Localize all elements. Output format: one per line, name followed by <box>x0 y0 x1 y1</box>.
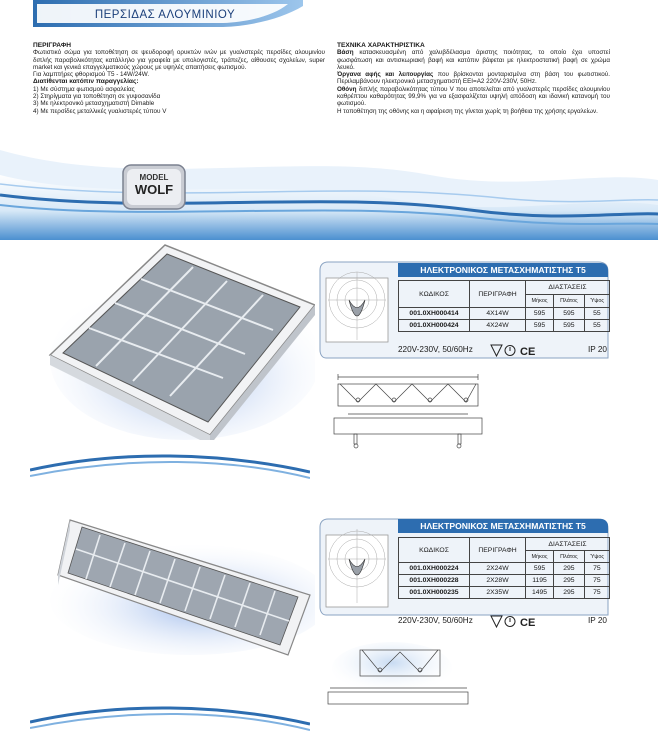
description-heading: ΠΕΡΙΓΡΑΦΗ <box>33 42 72 49</box>
cell-length: 595 <box>526 563 554 575</box>
optic-paragraph <box>337 86 610 108</box>
optic-label: Οθόνη <box>337 85 357 93</box>
table-row <box>399 587 610 599</box>
table-row <box>399 320 610 332</box>
cell-height: 55 <box>584 308 609 320</box>
option-item: 3) Με ηλεκτρονικό μετασχηματιστή Dimable <box>33 100 155 108</box>
cell-height: 75 <box>584 575 609 587</box>
technical-section <box>337 42 610 115</box>
table-row <box>399 308 610 320</box>
bottom-wave-graphic <box>30 700 310 732</box>
cell-desc: 2X28W <box>470 575 526 587</box>
col-length-header: Μήκος <box>526 295 554 308</box>
cell-code: 001.0XH000235 <box>399 587 470 599</box>
cell-desc: 4X14W <box>470 308 526 320</box>
col-dims-header: ΔΙΑΣΤΑΣΕΙΣ <box>526 281 610 295</box>
col-dims-header: ΔΙΑΣΤΑΣΕΙΣ <box>526 538 610 551</box>
col-height-header: Ύψος <box>584 295 609 308</box>
technical-heading: ΤΕΧΝΙΚΑ ΧΑΡΑΚΤΗΡΙΣΤΙΚΑ <box>337 42 425 49</box>
voltage-spec: 220V-230V, 50/60Hz <box>398 345 473 354</box>
col-desc-header: ΠΕΡΙΓΡΑΦΗ <box>470 281 526 308</box>
table-row <box>399 575 610 587</box>
option-item: 4) Με περσίδες μεταλλικές γυαλιστερές τύπου V <box>33 107 167 115</box>
certification-icons <box>490 344 540 357</box>
cell-width: 295 <box>554 563 585 575</box>
description-section <box>33 42 325 115</box>
base-text: κατασκευασμένη από χαλυβδέλασμα άριστης ποιότητας, το οποίο έχει υποστεί φωσφάτωση και αντισκωριακή βαφή και κατόπιν βάφεται με ηλεκτροστατική βαφή σε χρώμα λευκό. <box>337 49 610 71</box>
install-text: Η τοποθέτηση της οθόνης και η αφαίρεση της γίνεται χωρίς τη βοήθεια της χρήσης εργαλείων. <box>337 107 598 115</box>
cell-height: 75 <box>584 587 609 599</box>
voltage-spec: 220V-230V, 50/60Hz <box>398 616 473 625</box>
cell-width: 595 <box>554 308 585 320</box>
cell-length: 595 <box>526 308 554 320</box>
optic-text: διπλής παραβολικότητας τύπου V που αποτελείται από γυαλιστερές περσίδες αλουμινίου καθρέπτου καθαρότητας 99,9% για να εξασφαλίζεται υψηλή απόδοση και ιδανική κατανομή του φωτισμού. <box>337 85 610 108</box>
cell-code: 001.0XH000424 <box>399 320 470 332</box>
option-item: 1) Με σύστημα φωτισμού ασφαλείας <box>33 85 135 93</box>
ip-rating: IP 20 <box>588 345 607 354</box>
svg-text:CE: CE <box>520 617 536 628</box>
ballast-header: ΗΛΕΚΤΡΟΝΙΚΟΣ ΜΕΤΑΣΧΗΜΑΤΙΣΤΗΣ T5 <box>398 519 608 533</box>
cell-desc: 4X24W <box>470 320 526 332</box>
lamp-info: Για λαμπτήρες φθορισμού T5 - 14W/24W. <box>33 71 150 79</box>
col-height-header: Ύψος <box>584 551 609 563</box>
cell-code: 001.0XH000228 <box>399 575 470 587</box>
cell-length: 1495 <box>526 587 554 599</box>
certification-icons <box>490 615 540 628</box>
technical-drawing-2 <box>322 640 472 708</box>
product-table <box>398 537 610 599</box>
table-row <box>399 563 610 575</box>
cell-length: 1195 <box>526 575 554 587</box>
cell-width: 295 <box>554 575 585 587</box>
technical-drawing-1 <box>328 372 493 452</box>
cell-height: 55 <box>584 320 609 332</box>
col-width-header: Πλάτος <box>554 551 585 563</box>
header-wave-graphic <box>0 0 658 240</box>
svg-text:CE: CE <box>520 346 536 357</box>
cell-length: 595 <box>526 320 554 332</box>
option-item: 2) Στηρίγματα για τοποθέτηση σε γυψοσανίδα <box>33 93 161 101</box>
ballast-header: ΗΛΕΚΤΡΟΝΙΚΟΣ ΜΕΤΑΣΧΗΜΑΤΙΣΤΗΣ T5 <box>398 263 608 277</box>
cell-height: 75 <box>584 563 609 575</box>
cell-width: 595 <box>554 320 585 332</box>
base-label: Βάση <box>337 49 354 57</box>
ip-rating: IP 20 <box>588 616 607 625</box>
badge-model-name: WOLF <box>134 182 174 197</box>
organs-label: Όργανα αφής και λειτουργίας <box>337 71 434 79</box>
col-length-header: Μήκος <box>526 551 554 563</box>
product-photo-linear-luminaire <box>40 515 315 660</box>
mid-wave-graphic <box>30 450 310 480</box>
organs-paragraph <box>337 71 610 86</box>
description-body: Φωτιστικό σώμα για τοποθέτηση σε ψευδοροφή ορυκτών ινών με γυαλιστερές περσίδες αλουμινίου διπλής παραβολικότητας κατάλληλο για γραφεία με υπολογιστές, τράπεζες, αίθουσες σχολείων, super market και γενικά επαγγελματικούς χώρους με υψηλές απαιτήσεις φωτισμού. <box>33 49 325 71</box>
cell-code: 001.0XH000414 <box>399 308 470 320</box>
cell-width: 295 <box>554 587 585 599</box>
page-subtitle: ΠΕΡΣΙΔΑΣ ΑΛΟΥΜΙΝΙΟΥ <box>94 9 236 21</box>
product-table <box>398 280 610 332</box>
cell-desc: 2X24W <box>470 563 526 575</box>
cell-code: 001.0XH000224 <box>399 563 470 575</box>
col-width-header: Πλάτος <box>554 295 585 308</box>
col-code-header: ΚΩΔΙΚΟΣ <box>399 281 470 308</box>
product-photo-square-luminaire <box>45 240 315 440</box>
base-paragraph <box>337 49 610 71</box>
cell-desc: 2X35W <box>470 587 526 599</box>
organs-text: που βρίσκονται μονταρισμένα στη βάση του φωτιστικού. Περιλαμβάνουν ηλεκτρονικό μετασχηματιστή EEI=A2 220V-230V, 50Hz. <box>337 71 610 86</box>
col-code-header: ΚΩΔΙΚΟΣ <box>399 538 470 563</box>
col-desc-header: ΠΕΡΙΓΡΑΦΗ <box>470 538 526 563</box>
badge-model-label: MODEL <box>139 173 169 182</box>
options-heading: Διατίθενται κατόπιν παραγγελίας: <box>33 78 139 86</box>
